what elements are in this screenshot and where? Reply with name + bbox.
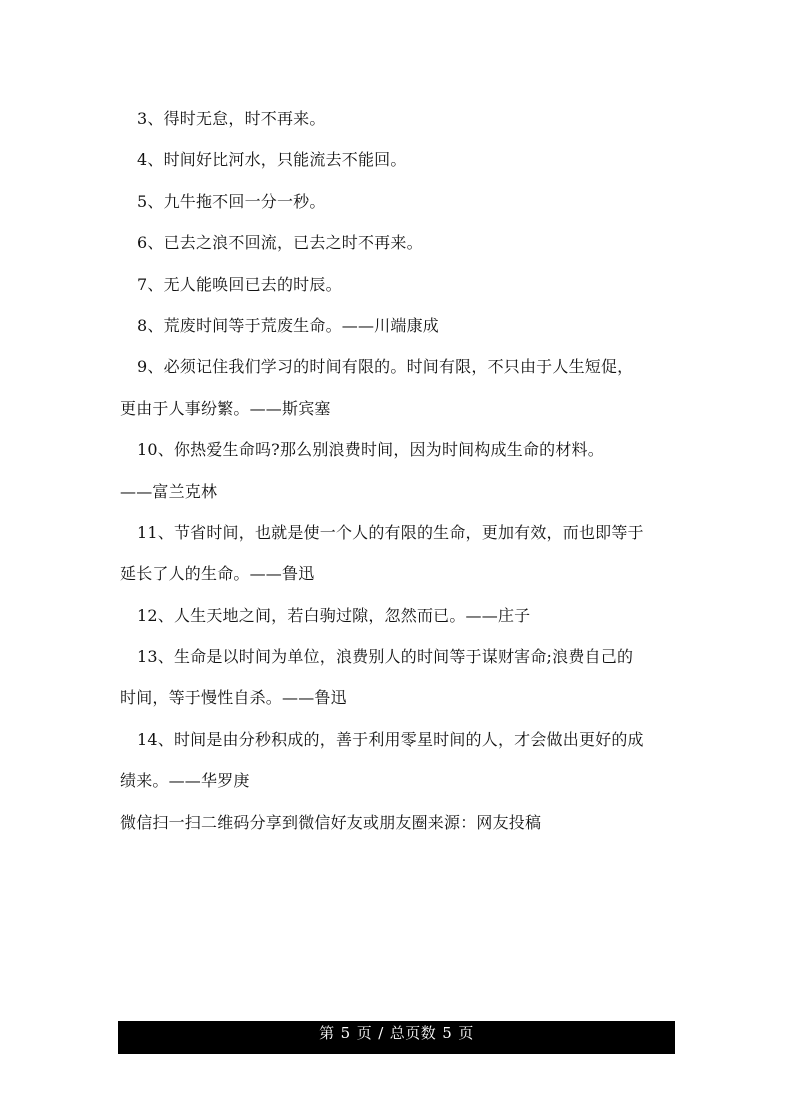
- total-pages-label: 总页数: [389, 1024, 437, 1042]
- current-page-number: 5: [340, 1024, 351, 1042]
- page-footer: [118, 1021, 675, 1054]
- quote-line: 13、生命是以时间为单位，浪费别人的时间等于谋财害命;浪费自己的: [137, 647, 634, 667]
- page-number-indicator: [118, 1021, 675, 1045]
- document-body: [120, 98, 676, 843]
- total-pages-number: 5: [442, 1024, 453, 1042]
- quote-line-continuation: 绩来。——华罗庚: [120, 771, 250, 791]
- total-pages-suffix: 页: [458, 1024, 474, 1042]
- quote-line: 12、人生天地之间，若白驹过隙，忽然而已。——庄子: [137, 605, 531, 625]
- quote-line: 14、时间是由分秒积成的，善于利用零星时间的人，才会做出更好的成: [137, 729, 644, 749]
- quote-line: 9、必须记住我们学习的时间有限的。时间有限，不只由于人生短促，: [137, 357, 634, 377]
- quote-line: 8、荒废时间等于荒废生命。——川端康成: [137, 315, 439, 335]
- quote-line: 11、节省时间，也就是使一个人的有限的生命，更加有效，而也即等于: [137, 522, 644, 542]
- quote-line: 4、时间好比河水，只能流去不能回。: [137, 150, 407, 170]
- page-prefix: 第: [319, 1024, 335, 1042]
- quote-line-continuation: 更由于人事纷繁。——斯宾塞: [120, 398, 331, 418]
- quote-line: 3、得时无怠，时不再来。: [137, 109, 326, 128]
- quote-line-continuation: 延长了人的生命。——鲁迅: [120, 564, 315, 584]
- page-separator: /: [378, 1024, 384, 1042]
- page-suffix: 页: [356, 1024, 373, 1042]
- quote-line: 10、你热爱生命吗?那么别浪费时间，因为时间构成生命的材料。: [137, 440, 604, 460]
- quote-line: 6、已去之浪不回流，已去之时不再来。: [137, 233, 423, 253]
- quote-line: 7、无人能唤回已去的时辰。: [137, 274, 342, 294]
- source-note: 微信扫一扫二维码分享到微信好友或朋友圈来源：网友投稿: [120, 812, 542, 832]
- quote-line: 5、九牛拖不回一分一秒。: [137, 191, 326, 211]
- quote-line-continuation: ——富兰克林: [120, 481, 218, 501]
- quote-line-continuation: 时间，等于慢性自杀。——鲁迅: [120, 688, 347, 708]
